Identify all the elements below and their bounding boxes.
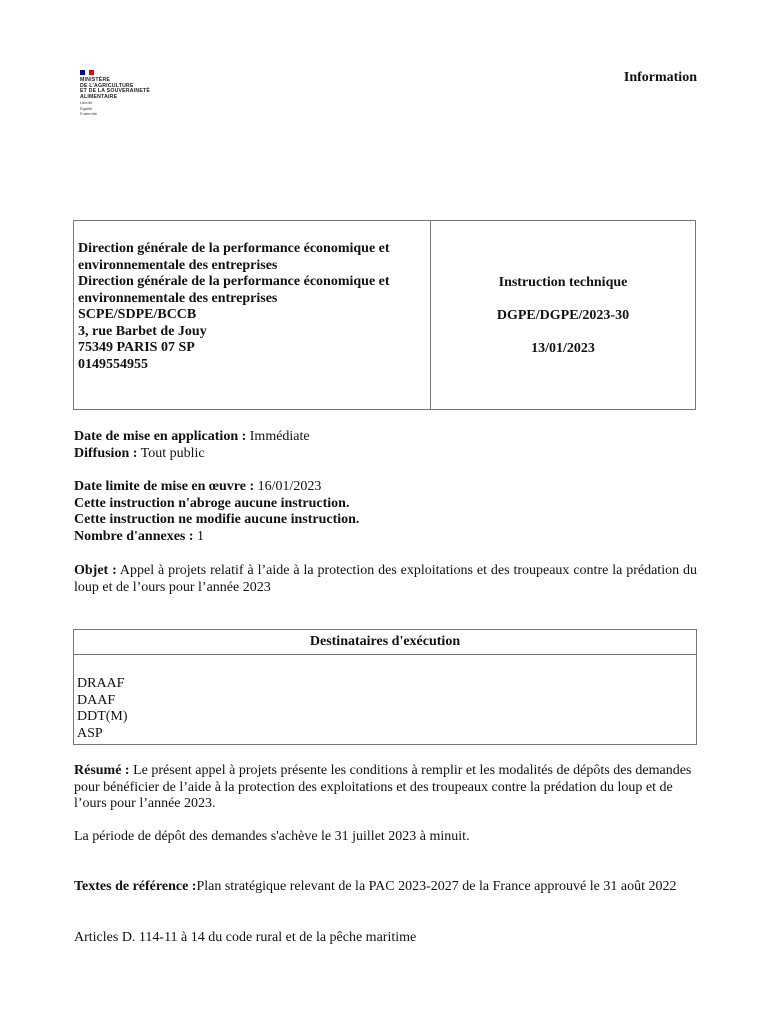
issuer-line: Direction générale de la performance économique et environnementale des entreprises <box>78 241 390 273</box>
annexes-value: 1 <box>193 528 205 544</box>
logo-line: DE L'AGRICULTURE <box>80 82 134 89</box>
deadline-info <box>74 479 697 545</box>
list-item: ASP <box>77 725 103 741</box>
deadline-value: 16/01/2023 <box>254 479 322 494</box>
articles-text: Articles D. 114-11 à 14 du code rural et de la pêche maritime <box>74 930 417 945</box>
document-category: Information <box>623 70 697 85</box>
resume-text: Le présent appel à projets présente les conditions à remplir et les modalités de dépôts des demandes pour bénéficier de l’aide à la protection des exploitations et des troupeaux contre la prédation du loup et de l’ours pour l’année 2023. <box>74 763 692 811</box>
list-item: DRAAF <box>77 676 125 691</box>
diffusion-value: Tout public <box>137 445 205 461</box>
ministry-logo <box>80 70 170 117</box>
application-value: Immédiate <box>246 429 310 444</box>
logo-motto: Liberté <box>80 100 93 106</box>
objet-paragraph <box>74 563 697 596</box>
abroge-statement: Cette instruction n'abroge aucune instruction. <box>74 495 350 511</box>
resume-label: Résumé : <box>74 763 130 778</box>
list-item: DDT(M) <box>77 709 128 724</box>
deadline-label: Date limite de mise en œuvre : <box>74 479 255 494</box>
logo-line: ET DE LA SOUVERAINETÉ <box>80 88 151 95</box>
references-label: Textes de référence : <box>74 879 197 894</box>
document-type: Instruction technique <box>498 275 628 290</box>
document-date: 13/01/2023 <box>531 341 595 356</box>
issuer-line: SCPE/SDPE/BCCB <box>78 307 197 322</box>
republic-flag-icon <box>80 70 94 75</box>
issuer-line: Direction générale de la performance économique et environnementale des entreprises <box>78 274 390 306</box>
header-table <box>73 220 696 410</box>
modifie-statement: Cette instruction ne modifie aucune instruction. <box>74 512 360 527</box>
periode-text: La période de dépôt des demandes s'achève le 31 juillet 2023 à minuit. <box>74 829 470 844</box>
periode-paragraph <box>74 829 697 846</box>
diffusion-label: Diffusion : <box>74 445 138 461</box>
logo-motto: Égalité <box>80 105 93 111</box>
application-info <box>74 429 697 462</box>
objet-text: Appel à projets relatif à l’aide à la protection des exploitations et des troupeaux contre la prédation du loup et de l’ours pour l’année 2023 <box>74 563 697 595</box>
issuer-line: 0149554955 <box>78 356 148 372</box>
issuer-line: 75349 PARIS 07 SP <box>78 340 195 355</box>
objet-label: Objet : <box>74 563 117 578</box>
document-reference: DGPE/DGPE/2023-30 <box>496 308 630 323</box>
destinataires-table <box>73 629 697 745</box>
logo-line: MINISTÈRE <box>80 77 111 83</box>
annexes-label: Nombre d'annexes : <box>74 528 194 544</box>
destinataires-title: Destinataires d'exécution <box>74 630 696 655</box>
application-label: Date de mise en application : <box>74 429 247 444</box>
references-paragraph <box>74 879 697 896</box>
resume-paragraph <box>74 763 697 813</box>
logo-motto: Fraternité <box>80 111 98 117</box>
list-item: DAAF <box>77 692 116 708</box>
issuer-address-block <box>74 221 431 409</box>
destinataires-list <box>74 655 696 742</box>
references-text: Plan stratégique relevant de la PAC 2023-2027 de la France approuvé le 31 août 2022 <box>196 879 677 894</box>
logo-line: ALIMENTAIRE <box>80 93 118 100</box>
articles-paragraph <box>74 930 697 947</box>
document-id-block <box>431 221 695 409</box>
issuer-line: 3, rue Barbet de Jouy <box>78 323 207 339</box>
